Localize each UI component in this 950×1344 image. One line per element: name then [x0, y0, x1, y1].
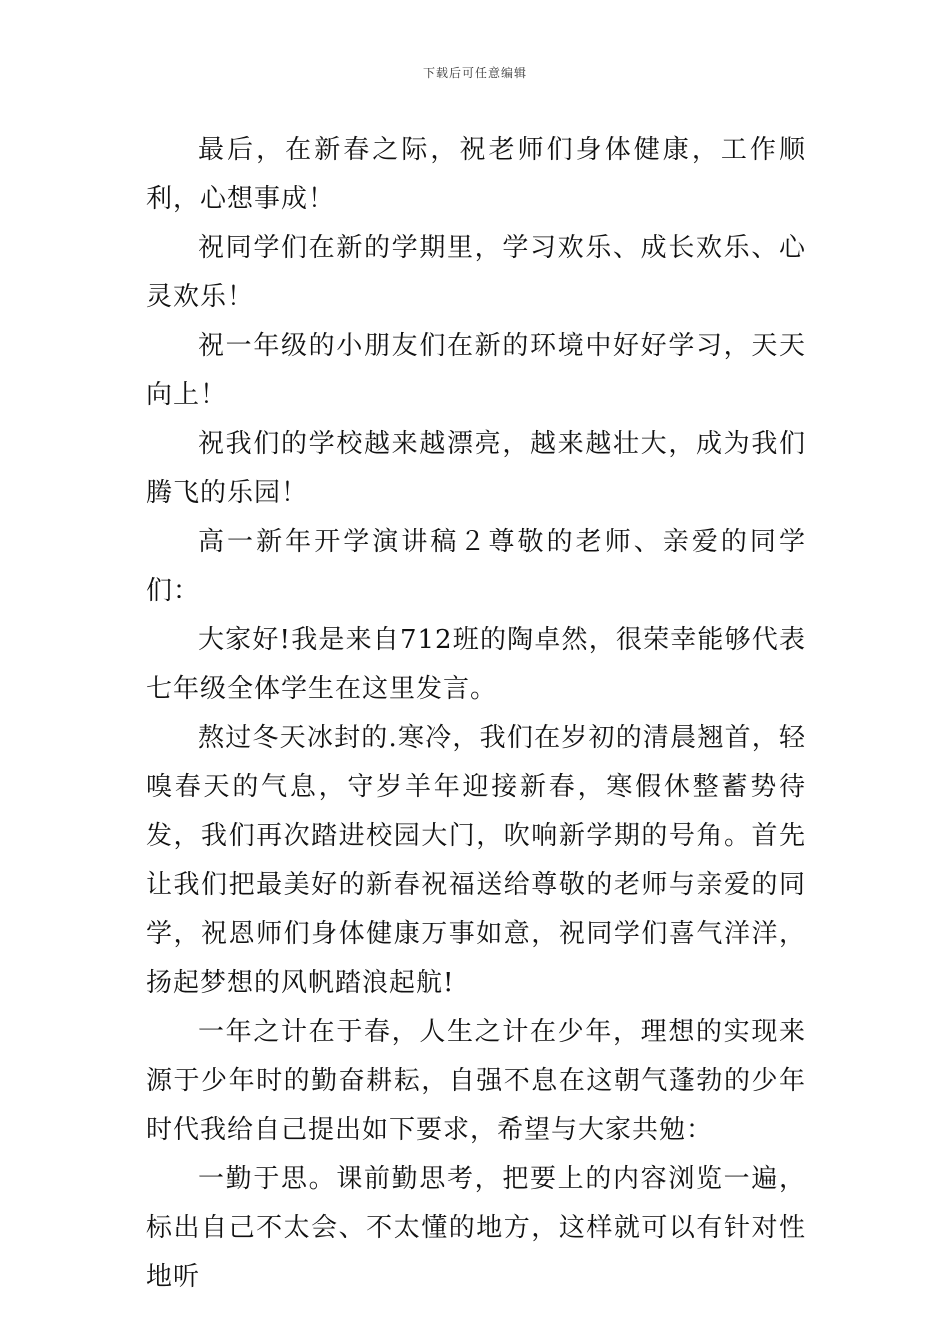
paragraph: 祝一年级的小朋友们在新的环境中好好学习，天天向上！ — [146, 331, 806, 410]
paragraph: 祝同学们在新的学期里，学习欢乐、成长欢乐、心灵欢乐！ — [146, 233, 806, 312]
document-body — [146, 126, 806, 1302]
paragraph: 高一新年开学演讲稿２尊敬的老师、亲爱的同学们： — [146, 527, 806, 606]
paragraph: 熬过冬天冰封的.寒冷，我们在岁初的清晨翘首，轻嗅春天的气息，守岁羊年迎接新春，寒假休整蓄势待发，我们再次踏进校园大门，吹响新学期的号角。首先让我们把最美好的新春祝福送给尊敬的老师与亲爱的同学，祝恩师们身体健康万事如意，祝同学们喜气洋洋，扬起梦想的风帆踏浪起航! — [146, 723, 806, 998]
paragraph: 祝我们的学校越来越漂亮，越来越壮大，成为我们腾飞的乐园！ — [146, 429, 806, 508]
header-note: 下载后可任意编辑 — [422, 66, 527, 80]
paragraph: 一勤于思。课前勤思考，把要上的内容浏览一遍，标出自己不太会、不太懂的地方，这样就可以有针对性地听 — [146, 1164, 806, 1292]
paragraph: 最后，在新春之际，祝老师们身体健康，工作顺利，心想事成！ — [146, 135, 806, 214]
paragraph: 一年之计在于春，人生之计在少年，理想的实现来源于少年时的勤奋耕耘，自强不息在这朝气蓬勃的少年时代我给自己提出如下要求，希望与大家共勉： — [146, 1017, 806, 1145]
paragraph: 大家好!我是来自712班的陶卓然，很荣幸能够代表七年级全体学生在这里发言。 — [146, 625, 806, 704]
